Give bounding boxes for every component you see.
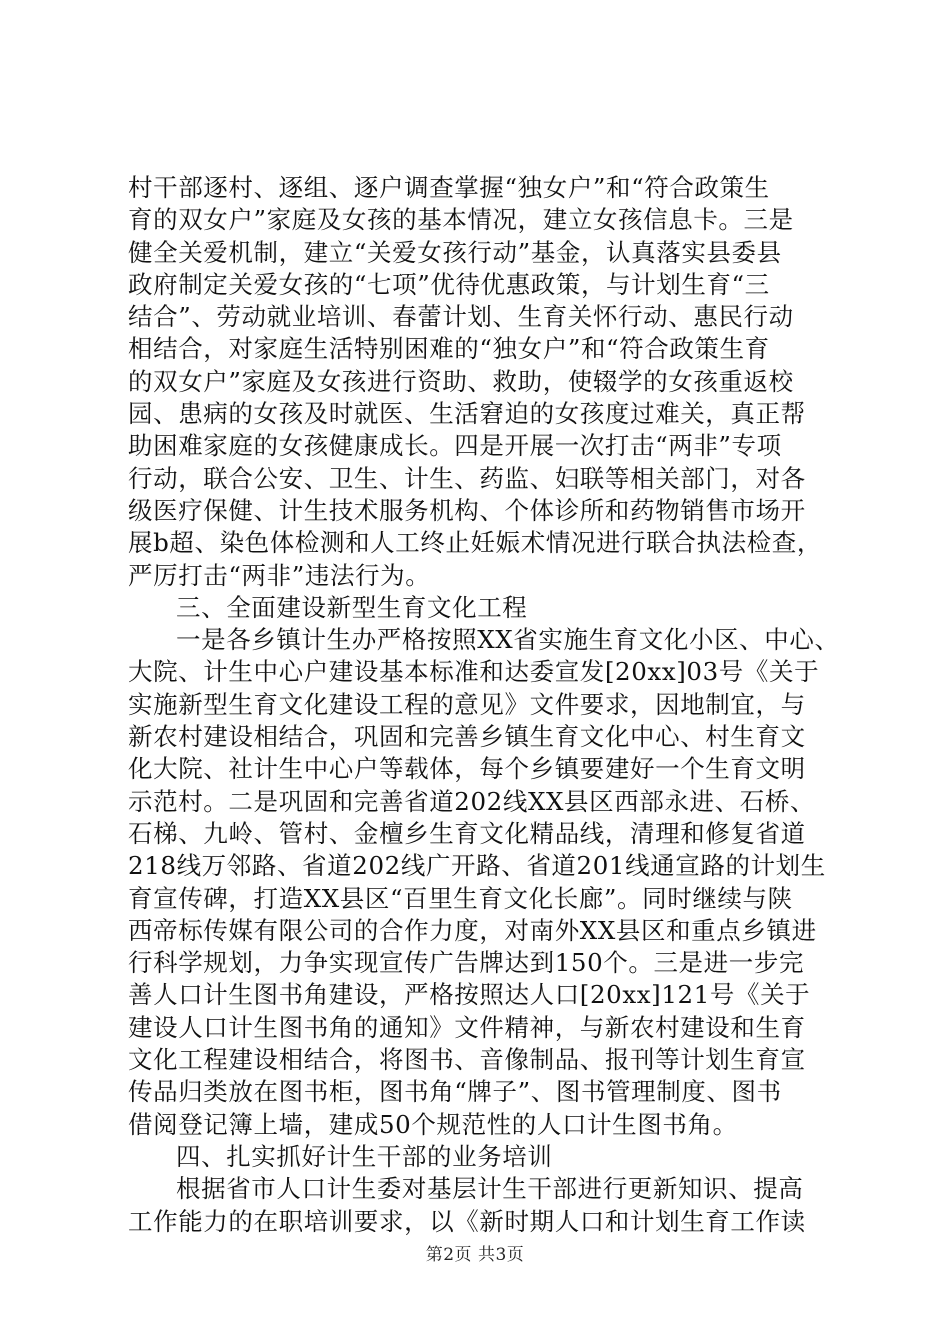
text-line: 严厉打击“两非”违法行为。 [128,560,431,590]
text-line: 西帝标传媒有限公司的合作力度，对南外XX县区和重点乡镇进 [128,915,817,945]
text-line: 大院、计生中心户建设基本标准和达委宣发[20xx]03号《关于 [128,657,820,687]
text-line: 结合”、劳动就业培训、春蕾计划、生育关怀行动、惠民行动 [128,302,794,332]
text-line: 文化工程建设相结合，将图书、音像制品、报刊等计划生育宣 [128,1045,806,1075]
text-line: 展b超、染色体检测和人工终止妊娠术情况进行联合执法检查， [128,528,822,558]
text-line: 根据省市人口计生委对基层计生干部进行更新知识、提高 [176,1174,804,1204]
text-line: 示范村。二是巩固和完善省道202线XX县区西部永进、石桥、 [128,786,816,816]
text-line: 行科学规划，力争实现宣传广告牌达到150个。三是进一步完 [128,948,805,978]
text-line: 石梯、九岭、管村、金檀乡生育文化精品线，清理和修复省道 [128,818,806,848]
text-line: 级医疗保健、计生技术服务机构、个体诊所和药物销售市场开 [128,495,806,525]
text-line: 行动，联合公安、卫生、计生、药监、妇联等相关部门，对各 [128,463,806,493]
text-line: 借阅登记簿上墙，建成50个规范性的人口计生图书角。 [128,1109,738,1139]
text-line: 新农村建设相结合，巩固和完善乡镇生育文化中心、村生育文 [128,722,806,752]
text-line: 传品归类放在图书柜，图书角“牌子”、图书管理制度、图书 [128,1077,782,1107]
text-line: 实施新型生育文化建设工程的意见》文件要求，因地制宜，与 [128,689,806,719]
text-line: 善人口计生图书角建设，严格按照达人口[20xx]121号《关于 [128,980,811,1010]
text-line: 政府制定关爱女孩的“七项”优待优惠政策，与计划生育“三 [128,269,770,299]
page-number-footer: 第2页 共3页 [425,1245,525,1265]
text-line: 园、患病的女孩及时就医、生活窘迫的女孩度过难关，真正帮 [128,399,806,429]
text-line: 建设人口计生图书角的通知》文件精神，与新农村建设和生育 [128,1012,806,1042]
text-line: 218线万邻路、省道202线广开路、省道201线通宣路的计划生 [128,851,826,881]
section-heading: 四、扎实抓好计生干部的业务培训 [176,1141,553,1171]
text-line: 助困难家庭的女孩健康成长。四是开展一次打击“两非”专项 [128,431,782,461]
text-line: 相结合，对家庭生活特别困难的“独女户”和“符合政策生育 [128,334,770,364]
section-heading: 三、全面建设新型生育文化工程 [176,592,528,622]
text-line: 的双女户”家庭及女孩进行资助、救助，使辍学的女孩重返校 [128,366,794,396]
text-line: 村干部逐村、逐组、逐户调查掌握“独女户”和“符合政策生 [128,173,770,202]
document-body [128,172,840,1238]
text-line: 工作能力的在职培训要求，以《新时期人口和计划生育工作读 [128,1206,806,1236]
text-line: 健全关爱机制，建立“关爱女孩行动”基金，认真落实县委县 [128,237,782,267]
text-line: 育宣传碑，打造XX县区“百里生育文化长廊”。同时继续与陕 [128,883,793,913]
text-line: 化大院、社计生中心户等载体，每个乡镇要建好一个生育文明 [128,754,806,784]
text-line: 育的双女户”家庭及女孩的基本情况，建立女孩信息卡。三是 [128,205,794,235]
text-line: 一是各乡镇计生办严格按照XX省实施生育文化小区、中心、 [176,625,840,655]
